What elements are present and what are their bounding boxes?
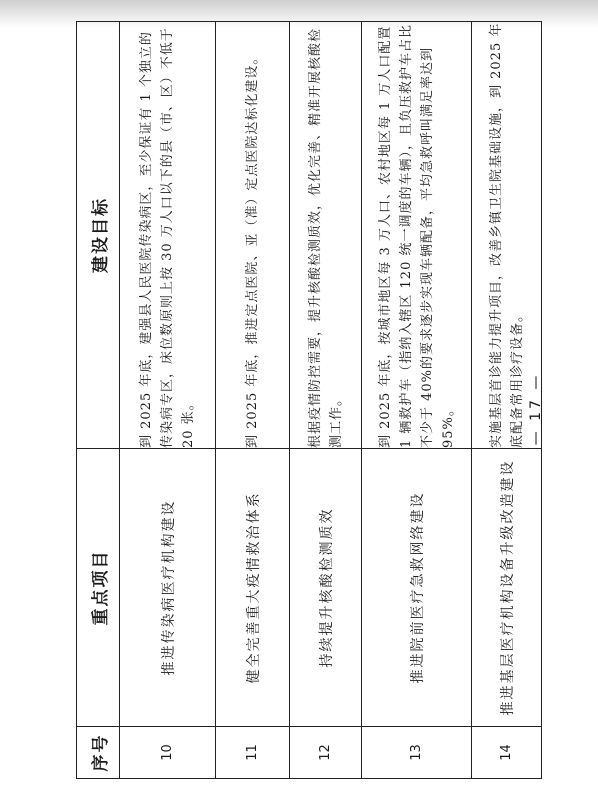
- row-goal: 到 2025 年底，按城市地区每 3 万人口、农村地区每 1 万人口配置 1 辆救护车（指纳入辖区 120 统一调度的车辆），且负压救护车占比不少于 40%的要求逐步实现车辆配备，平均急救呼叫满足率达到 95%。: [362, 22, 472, 449]
- row-seq: 13: [362, 727, 472, 779]
- row-goal: 到 2025 年底，建强县人民医院传染病区，至少保证有 1 个独立的传染病专区，床位数原则上按 30 万人口以下的县（市、区）不低于 20 张。: [120, 22, 216, 449]
- row-project: 推进传染病医疗机构建设: [120, 449, 216, 727]
- table-row: [216, 22, 290, 779]
- row-goal: 到 2025 年底，推进定点医院、亚（准）定点医院达标化建设。: [216, 22, 290, 449]
- row-seq: 14: [472, 727, 542, 779]
- row-goal: 实施基层首诊能力提升项目，改善乡镇卫生院基础设施，到 2025 年底配备常用诊疗设备。: [472, 22, 542, 449]
- row-project: 推进基层医疗机构设备升级改造建设: [472, 449, 542, 727]
- row-seq: 12: [290, 727, 362, 779]
- row-goal: 根据疫情防控需要，提升核酸检测质效，优化完善、精准开展核酸检测工作。: [290, 22, 362, 449]
- table-header-row: [77, 22, 120, 779]
- row-seq: 10: [120, 727, 216, 779]
- table-row: [290, 22, 362, 779]
- row-project: 推进院前医疗急救网络建设: [362, 449, 472, 727]
- row-seq: 11: [216, 727, 290, 779]
- header-project: 重点项目: [77, 449, 120, 727]
- header-seq: 序号: [77, 727, 120, 779]
- row-project: 健全完善重大疫情救治体系: [216, 449, 290, 727]
- table-row: [362, 22, 472, 779]
- row-project: 持续提升核酸检测质效: [290, 449, 362, 727]
- project-table: [76, 21, 542, 779]
- table-row: [120, 22, 216, 779]
- header-goal: 建设目标: [77, 22, 120, 449]
- page-number: — 17 —: [528, 372, 544, 446]
